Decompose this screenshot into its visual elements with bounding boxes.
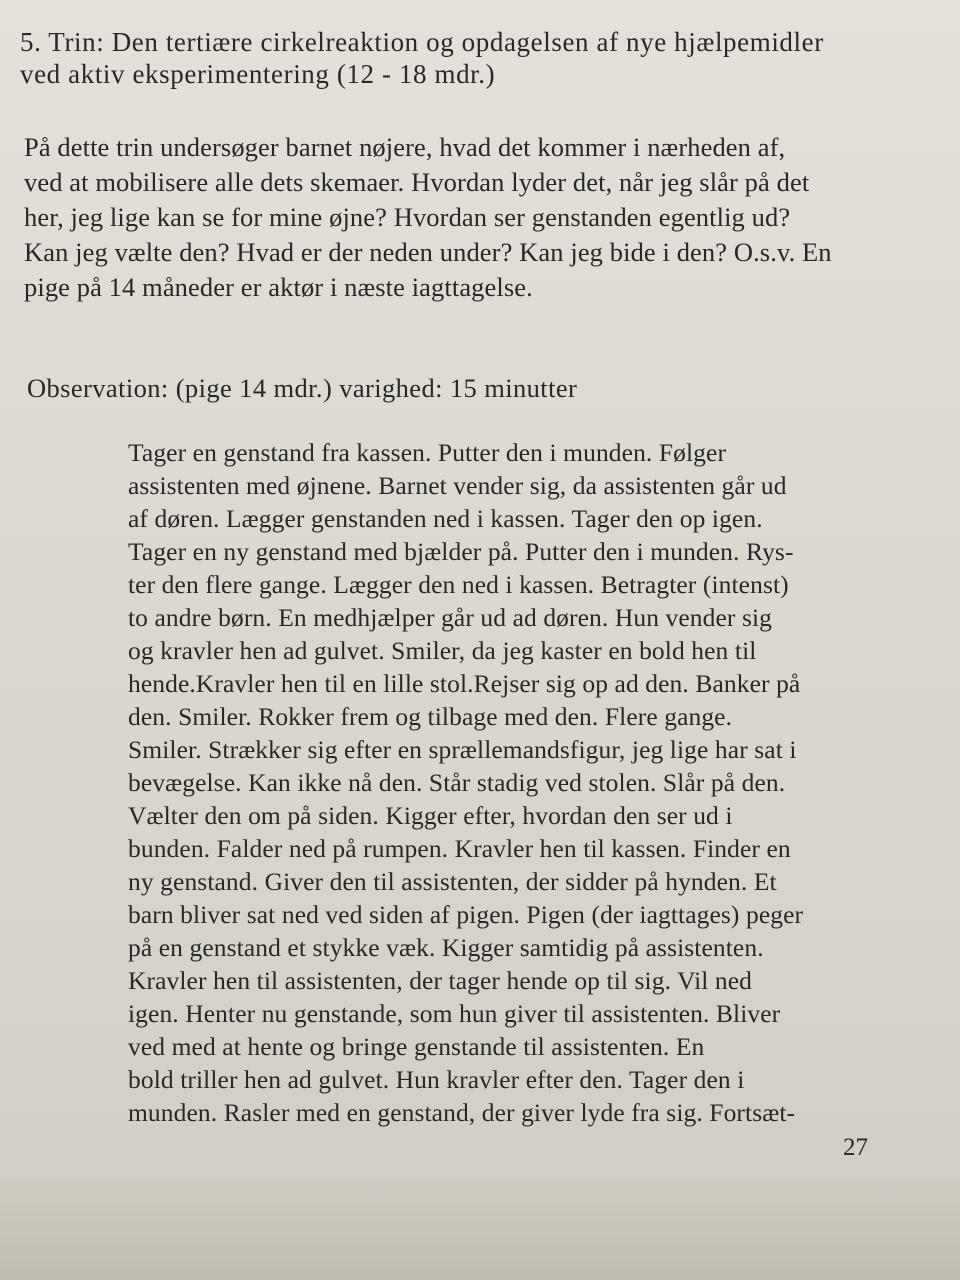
observation-line: bunden. Falder ned på rumpen. Kravler hen til kassen. Finder en [128,834,791,863]
observation-line: bold triller hen ad gulvet. Hun kravler efter den. Tager den i [128,1065,745,1094]
observation-label: Observation: (pige 14 mdr.) varighed: 15 minutter [27,373,578,403]
observation-line: og kravler hen ad gulvet. Smiler, da jeg kaster en bold hen til [128,636,757,665]
intro-line-3: her, jeg lige kan se for mine øjne? Hvordan ser genstanden egentlig ud? [24,202,791,232]
observation-line: to andre børn. En medhjælper går ud ad døren. Hun vender sig [128,603,773,632]
observation-line: Smiler. Strækker sig efter en sprællemandsfigur, jeg lige har sat i [128,735,797,764]
page-number: 27 [843,1134,868,1161]
intro-line-2: ved at mobilisere alle dets skemaer. Hvordan lyder det, når jeg slår på det [24,167,810,197]
observation-line: ter den flere gange. Lægger den ned i kassen. Betragter (intenst) [128,570,789,599]
observation-line: Tager en ny genstand med bjælder på. Putter den i munden. Rys- [128,537,794,566]
heading-line-1: 5. Trin: Den tertiære cirkelreaktion og opdagelsen af nye hjælpemidler [20,27,824,57]
intro-line-1: På dette trin undersøger barnet nøjere, hvad det kommer i nærheden af, [24,132,786,162]
observation-line: ved med at hente og bringe genstande til assistenten. En [128,1032,705,1061]
observation-line: den. Smiler. Rokker frem og tilbage med den. Flere gange. [128,702,733,731]
heading-line-2: ved aktiv eksperimentering (12 - 18 mdr.) [20,59,496,89]
observation-line: på en genstand et stykke væk. Kigger samtidig på assistenten. [128,933,764,962]
observation-line: bevægelse. Kan ikke nå den. Står stadig ved stolen. Slår på den. [128,768,786,797]
observation-line: barn bliver sat ned ved siden af pigen. Pigen (der iagttages) peger [128,900,804,929]
observation-line: Vælter den om på siden. Kigger efter, hvordan den ser ud i [128,801,733,830]
observation-line: assistenten med øjnene. Barnet vender sig, da assistenten går ud [128,471,787,500]
observation-line: ny genstand. Giver den til assistenten, der sidder på hynden. Et [128,867,777,896]
observation-line: af døren. Lægger genstanden ned i kassen. Tager den op igen. [128,504,763,533]
page-shadow [0,1170,960,1280]
observation-line: Kravler hen til assistenten, der tager hende op til sig. Vil ned [128,966,753,995]
observation-line: Tager en genstand fra kassen. Putter den i munden. Følger [128,438,727,467]
observation-line: munden. Rasler med en genstand, der giver lyde fra sig. Fortsæt- [128,1098,796,1127]
intro-line-4: Kan jeg vælte den? Hvad er der neden under? Kan jeg bide i den? O.s.v. En [24,237,832,267]
observation-line: hende.Kravler hen til en lille stol.Rejser sig op ad den. Banker på [128,669,801,698]
intro-line-5: pige på 14 måneder er aktør i næste iagttagelse. [24,272,533,302]
observation-line: igen. Henter nu genstande, som hun giver til assistenten. Bliver [128,999,781,1028]
